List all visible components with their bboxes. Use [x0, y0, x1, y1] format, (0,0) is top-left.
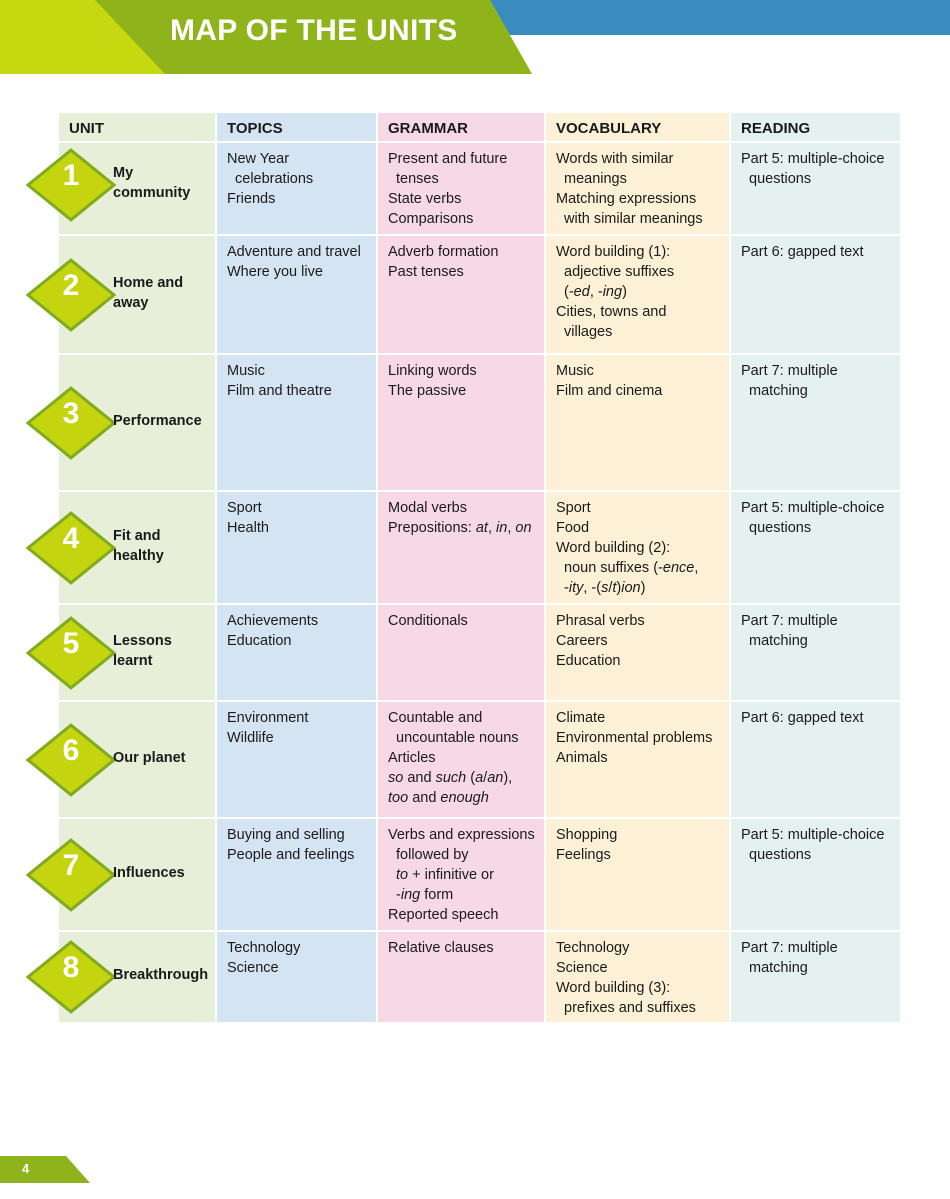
grammar-line: State verbs — [388, 191, 462, 207]
unit-name-line: Fit and — [113, 528, 161, 544]
page-number-tab — [0, 1156, 90, 1183]
topics-cell — [217, 605, 376, 700]
topics-cell — [217, 702, 376, 817]
grammar-line: uncountable nouns — [396, 730, 519, 746]
grammar-line: to + infinitive or — [396, 867, 494, 883]
grammar-cell — [378, 236, 544, 353]
unit-cell — [59, 605, 215, 700]
vocabulary-line: Science — [556, 960, 608, 976]
vocabulary-line: prefixes and suffixes — [564, 1000, 696, 1016]
grammar-line: Adverb formation — [388, 244, 499, 260]
table-header-row — [59, 113, 900, 141]
unit-name — [113, 411, 213, 431]
grammar-cell — [378, 932, 544, 1022]
header-blue-band — [468, 0, 950, 35]
topics-line: Where you live — [227, 264, 323, 280]
vocabulary-line: Sport — [556, 500, 591, 516]
unit-cell — [59, 932, 215, 1022]
topics-line: Adventure and travel — [227, 244, 361, 260]
table-row — [59, 143, 900, 234]
vocabulary-line: villages — [564, 324, 613, 340]
vocabulary-line: adjective suffixes — [564, 264, 675, 280]
grammar-line: too and enough — [388, 790, 489, 806]
grammar-line: Prepositions: at, in, on — [388, 520, 532, 536]
vocabulary-line: (-ed, -ing) — [564, 284, 627, 300]
vocabulary-line: Food — [556, 520, 590, 536]
vocabulary-line: Animals — [556, 750, 608, 766]
vocabulary-cell — [546, 819, 729, 930]
topics-line: Music — [227, 363, 265, 379]
vocabulary-line: Music — [556, 363, 594, 379]
grammar-line: Conditionals — [388, 613, 468, 629]
unit-number: 6 — [62, 734, 80, 767]
unit-number: 5 — [62, 627, 80, 660]
table-row — [59, 236, 900, 353]
unit-name-line: Breakthrough — [113, 967, 209, 983]
topics-line: People and feelings — [227, 847, 355, 863]
topics-cell — [217, 143, 376, 234]
unit-number: 1 — [62, 159, 80, 192]
topics-line: Environment — [227, 710, 309, 726]
unit-name — [113, 273, 213, 313]
reading-cell — [731, 702, 900, 817]
grammar-line: Modal verbs — [388, 500, 467, 516]
reading-cell — [731, 492, 900, 603]
reading-cell — [731, 143, 900, 234]
topics-cell — [217, 355, 376, 490]
topics-line: Health — [227, 520, 269, 536]
reading-cell — [731, 932, 900, 1022]
unit-name-line: Lessons — [113, 633, 172, 649]
grammar-line: -ing form — [396, 887, 454, 903]
topics-line: Buying and selling — [227, 827, 345, 843]
unit-number: 3 — [62, 397, 80, 430]
vocabulary-line: Environmental problems — [556, 730, 713, 746]
page-title: MAP OF THE UNITS — [170, 14, 458, 47]
reading-line: questions — [749, 847, 812, 863]
topics-cell — [217, 819, 376, 930]
grammar-line: Countable and — [388, 710, 483, 726]
unit-name — [113, 748, 213, 768]
topics-line: Achievements — [227, 613, 319, 629]
unit-name-line: away — [113, 295, 149, 311]
reading-cell — [731, 819, 900, 930]
vocabulary-cell — [546, 932, 729, 1022]
vocabulary-cell — [546, 702, 729, 817]
grammar-cell — [378, 492, 544, 603]
reading-cell — [731, 236, 900, 353]
vocabulary-cell — [546, 492, 729, 603]
table-row — [59, 492, 900, 603]
unit-name-line: Our planet — [113, 750, 186, 766]
table-row — [59, 605, 900, 700]
grammar-line: Linking words — [388, 363, 477, 379]
column-header-vocabulary: VOCABULARY — [546, 113, 729, 141]
unit-name — [113, 863, 213, 883]
topics-line: Wildlife — [227, 730, 274, 746]
topics-cell — [217, 492, 376, 603]
topics-line: Science — [227, 960, 279, 976]
reading-cell — [731, 605, 900, 700]
vocabulary-line: Education — [556, 653, 621, 669]
unit-name-line: learnt — [113, 653, 153, 669]
reading-line: matching — [749, 383, 808, 399]
reading-line: questions — [749, 171, 812, 187]
vocabulary-line: Cities, towns and — [556, 304, 667, 320]
unit-name-line: healthy — [113, 548, 164, 564]
vocabulary-line: -ity, -(s/t)ion) — [564, 580, 646, 596]
topics-line: New Year — [227, 151, 290, 167]
grammar-line: Relative clauses — [388, 940, 494, 956]
grammar-line: Comparisons — [388, 211, 474, 227]
column-header-topics: TOPICS — [217, 113, 376, 141]
table-row — [59, 702, 900, 817]
grammar-line: Articles — [388, 750, 436, 766]
vocabulary-line: Feelings — [556, 847, 611, 863]
topics-line: celebrations — [235, 171, 314, 187]
vocabulary-line: with similar meanings — [564, 211, 703, 227]
grammar-cell — [378, 605, 544, 700]
unit-cell — [59, 702, 215, 817]
unit-name — [113, 965, 213, 985]
unit-cell — [59, 355, 215, 490]
reading-line: Part 5: multiple-choice — [741, 827, 885, 843]
reading-line: matching — [749, 633, 808, 649]
unit-cell — [59, 492, 215, 603]
reading-line: Part 7: multiple — [741, 940, 838, 956]
vocabulary-cell — [546, 236, 729, 353]
vocabulary-line: Phrasal verbs — [556, 613, 645, 629]
topics-line: Technology — [227, 940, 301, 956]
grammar-line: Present and future — [388, 151, 508, 167]
unit-number: 2 — [62, 269, 80, 302]
unit-name — [113, 631, 213, 671]
vocabulary-line: Climate — [556, 710, 606, 726]
vocabulary-line: Matching expressions — [556, 191, 697, 207]
unit-name-line: My — [113, 165, 134, 181]
vocabulary-line: Words with similar — [556, 151, 674, 167]
vocabulary-line: Shopping — [556, 827, 618, 843]
topics-cell — [217, 236, 376, 353]
grammar-cell — [378, 819, 544, 930]
reading-line: questions — [749, 520, 812, 536]
unit-cell — [59, 819, 215, 930]
topics-line: Friends — [227, 191, 276, 207]
column-header-grammar: GRAMMAR — [378, 113, 544, 141]
topics-line: Sport — [227, 500, 262, 516]
page-number: 4 — [22, 1161, 30, 1176]
unit-name — [113, 526, 213, 566]
unit-number: 4 — [62, 522, 80, 555]
grammar-cell — [378, 702, 544, 817]
grammar-cell — [378, 355, 544, 490]
grammar-line: Past tenses — [388, 264, 464, 280]
column-header-unit: UNIT — [59, 113, 215, 141]
unit-cell — [59, 236, 215, 353]
reading-line: Part 7: multiple — [741, 363, 838, 379]
vocabulary-line: Film and cinema — [556, 383, 663, 399]
vocabulary-cell — [546, 355, 729, 490]
topics-line: Film and theatre — [227, 383, 332, 399]
unit-number: 7 — [62, 849, 80, 882]
reading-line: Part 5: multiple-choice — [741, 151, 885, 167]
reading-line: Part 5: multiple-choice — [741, 500, 885, 516]
table-row — [59, 355, 900, 490]
column-header-reading: READING — [731, 113, 900, 141]
vocabulary-cell — [546, 605, 729, 700]
vocabulary-line: noun suffixes (-ence, — [564, 560, 699, 576]
vocabulary-line: meanings — [564, 171, 627, 187]
vocabulary-cell — [546, 143, 729, 234]
unit-name-line: Influences — [113, 865, 185, 881]
units-table — [59, 113, 900, 1024]
vocabulary-line: Word building (3): — [556, 980, 671, 996]
grammar-line: Reported speech — [388, 907, 499, 923]
unit-name — [113, 163, 213, 203]
grammar-line: tenses — [396, 171, 439, 187]
unit-cell — [59, 143, 215, 234]
vocabulary-line: Word building (2): — [556, 540, 671, 556]
topics-line: Education — [227, 633, 292, 649]
grammar-line: followed by — [396, 847, 469, 863]
reading-line: Part 7: multiple — [741, 613, 838, 629]
grammar-line: so and such (a/an), — [388, 770, 513, 786]
table-row — [59, 819, 900, 930]
vocabulary-line: Technology — [556, 940, 630, 956]
unit-number: 8 — [62, 951, 80, 984]
reading-cell — [731, 355, 900, 490]
grammar-line: The passive — [388, 383, 467, 399]
unit-name-line: community — [113, 185, 191, 201]
vocabulary-line: Word building (1): — [556, 244, 671, 260]
vocabulary-line: Careers — [556, 633, 608, 649]
reading-line: matching — [749, 960, 808, 976]
unit-name-line: Home and — [113, 275, 184, 291]
reading-line: Part 6: gapped text — [741, 710, 864, 726]
reading-line: Part 6: gapped text — [741, 244, 864, 260]
topics-cell — [217, 932, 376, 1022]
grammar-cell — [378, 143, 544, 234]
unit-name-line: Performance — [113, 413, 202, 429]
table-row — [59, 932, 900, 1022]
grammar-line: Verbs and expressions — [388, 827, 535, 843]
